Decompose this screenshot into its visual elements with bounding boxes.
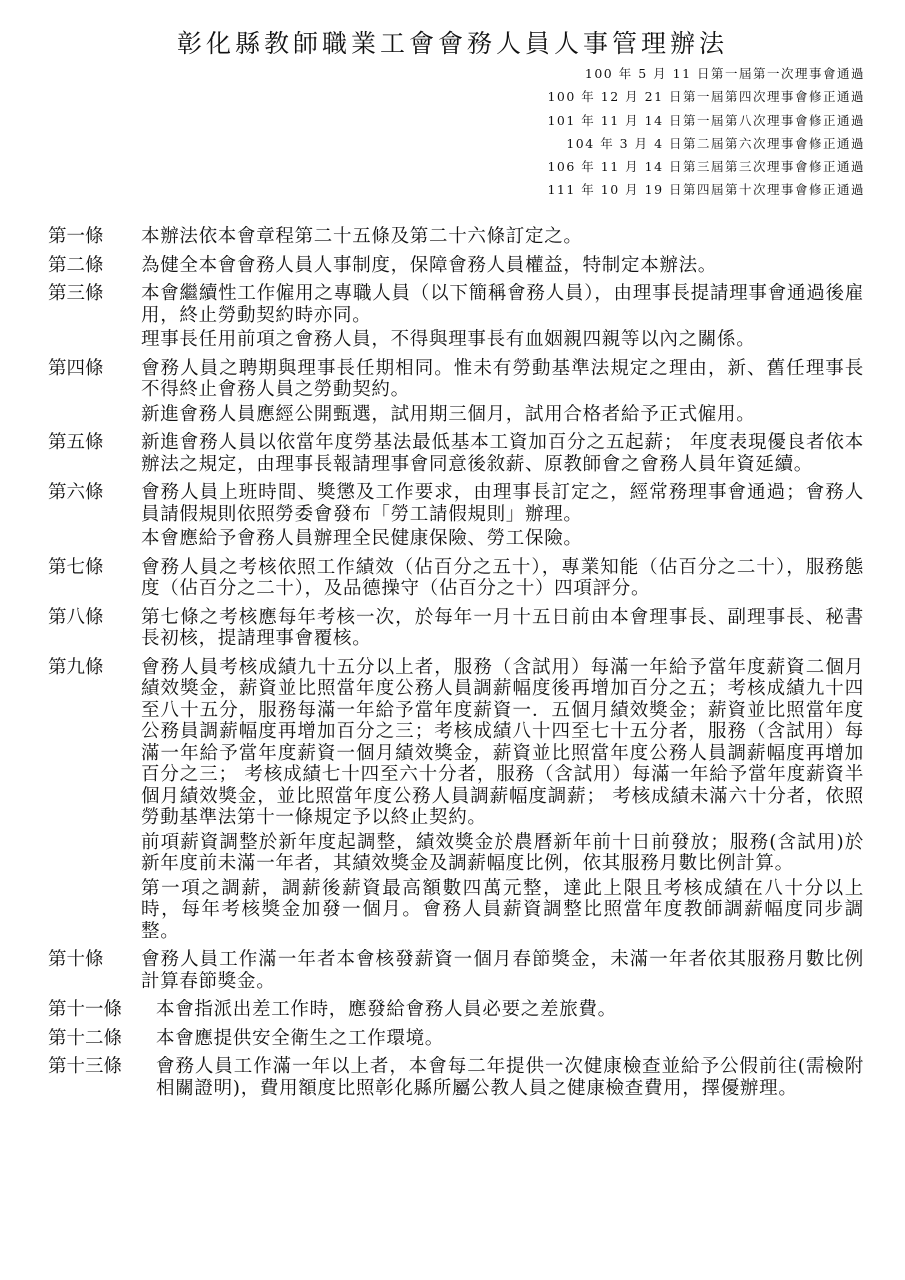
history-line: 101 年 11 月 14 日第一屆第八次理事會修正通過 bbox=[547, 112, 865, 128]
article-3 bbox=[48, 283, 864, 354]
history-line: 111 年 10 月 19 日第四屆第十次理事會修正通過 bbox=[547, 182, 865, 198]
history-line: 100 年 12 月 21 日第一屆第四次理事會修正通過 bbox=[547, 89, 865, 105]
article-text: 本會指派出差工作時，應發給會務人員必要之差旅費。 bbox=[156, 999, 617, 1020]
article-9 bbox=[48, 657, 864, 946]
article-text: 本辦法依本會章程第二十五條及第二十六條訂定之。 bbox=[141, 226, 583, 247]
history-line: 106 年 11 月 14 日第三屆第三次理事會修正通過 bbox=[547, 159, 865, 175]
history-line: 104 年 3 月 4 日第二屆第六次理事會修正通過 bbox=[566, 135, 865, 151]
article-text: 會務人員之聘期與理事長任期相同。惟未有勞動基準法規定之理由，新、舊任理事長不得終止會務人員之勞動契約。 bbox=[141, 357, 864, 400]
article-text: 為健全本會會務人員人事制度，保障會務人員權益，特制定本辦法。 bbox=[141, 254, 718, 276]
article-number: 第七條 bbox=[48, 556, 104, 578]
article-text: 本會應提供安全衛生之工作環境。 bbox=[156, 1027, 445, 1049]
article-1 bbox=[48, 226, 864, 251]
article-text: 前項薪資調整於新年度起調整，績效獎金於農曆新年前十日前發放；服務(含試用)於新年度前未滿一年者，其績效獎金及調薪幅度比例，依其服務月數比例計算。 bbox=[141, 831, 864, 874]
article-text: 會務人員考核成績九十五分以上者，服務（含試用）每滿一年給予當年度薪資二個月績效獎金，薪資並比照當年度公務人員調薪幅度後再增加百分之五；考核成績九十四至八十五分，服務每滿一年給予當年度薪資一．五個月績效獎金；薪資並比照當年度公務員調薪幅度再增加百分之三；考核成績八十四至七十五分者，服務（含試用）每滿一年給予當年度薪資一個月績效獎金，薪資並比照當年度公務人員調薪幅度再增加百分之三； 考核成績七十四至六十分者，服務（含試用）每滿一年給予當年度薪資半個月績效獎金，並比照當年度公務人員調薪幅度調薪； 考核成績未滿六十分者，依照勞動基準法第十一條規定予以終止契約。 bbox=[141, 656, 864, 828]
article-number: 第九條 bbox=[48, 656, 104, 678]
article-text: 本會應給予會務人員辦理全民健康保險、勞工保險。 bbox=[141, 528, 583, 549]
article-2 bbox=[48, 255, 864, 280]
article-text: 會務人員上班時間、獎懲及工作要求，由理事長訂定之，經常務理事會通過；會務人員請假規則依照勞委會發布「勞工請假規則」辦理。 bbox=[141, 482, 864, 525]
article-number: 第二條 bbox=[48, 254, 104, 276]
article-number: 第十一條 bbox=[48, 999, 123, 1020]
article-number: 第十三條 bbox=[48, 1056, 123, 1077]
article-number: 第一條 bbox=[48, 226, 104, 247]
article-number: 第十條 bbox=[48, 949, 104, 970]
article-7 bbox=[48, 557, 864, 603]
document-title: 彰化縣教師職業工會會務人員人事管理辦法 bbox=[176, 29, 728, 58]
article-10 bbox=[48, 949, 864, 995]
amendment-history bbox=[445, 62, 865, 202]
article-6 bbox=[48, 482, 864, 553]
article-12 bbox=[48, 1028, 864, 1053]
article-text: 第一項之調薪，調薪後薪資最高額數四萬元整，達此上限且考核成績在八十分以上時，每年考核獎金加發一個月。會務人員薪資調整比照當年度教師調薪幅度同步調整。 bbox=[141, 877, 864, 942]
article-13 bbox=[48, 1056, 864, 1102]
article-11 bbox=[48, 999, 864, 1024]
article-list bbox=[48, 226, 864, 1106]
article-number: 第四條 bbox=[48, 357, 104, 379]
article-text: 理事長任用前項之會務人員，不得與理事長有血姻親四親等以內之關係。 bbox=[141, 329, 756, 350]
article-number: 第十二條 bbox=[48, 1027, 123, 1049]
article-text: 新進會務人員以依當年度勞基法最低基本工資加百分之五起薪； 年度表現優良者依本辦法之規定，由理事長報請理事會同意後敘薪、原教師會之會務人員年資延續。 bbox=[141, 432, 864, 475]
article-number: 第三條 bbox=[48, 283, 104, 304]
article-number: 第六條 bbox=[48, 482, 104, 503]
article-5 bbox=[48, 432, 864, 478]
article-text: 本會繼續性工作僱用之專職人員（以下簡稱會務人員），由理事長提請理事會通過後雇用，終止勞動契約時亦同。 bbox=[141, 283, 864, 326]
article-text: 會務人員工作滿一年以上者，本會每二年提供一次健康檢查並給予公假前往(需檢附相關證明)，費用額度比照彰化縣所屬公教人員之健康檢查費用，擇優辦理。 bbox=[156, 1056, 864, 1099]
article-text: 第七條之考核應每年考核一次，於每年一月十五日前由本會理事長、副理事長、秘書長初核，提請理事會覆核。 bbox=[141, 606, 864, 649]
article-text: 會務人員之考核依照工作績效（佔百分之五十），專業知能（佔百分之二十），服務態度（佔百分之二十），及品德操守（佔百分之十）四項評分。 bbox=[141, 556, 864, 599]
article-text: 會務人員工作滿一年者本會核發薪資一個月春節獎金，未滿一年者依其服務月數比例計算春節獎金。 bbox=[141, 949, 864, 992]
article-number: 第八條 bbox=[48, 606, 104, 628]
article-4 bbox=[48, 358, 864, 429]
article-text: 新進會務人員應經公開甄選，試用期三個月，試用合格者給予正式僱用。 bbox=[141, 403, 756, 425]
article-8 bbox=[48, 607, 864, 653]
history-line: 100 年 5 月 11 日第一屆第一次理事會通過 bbox=[584, 66, 865, 81]
article-number: 第五條 bbox=[48, 432, 104, 453]
